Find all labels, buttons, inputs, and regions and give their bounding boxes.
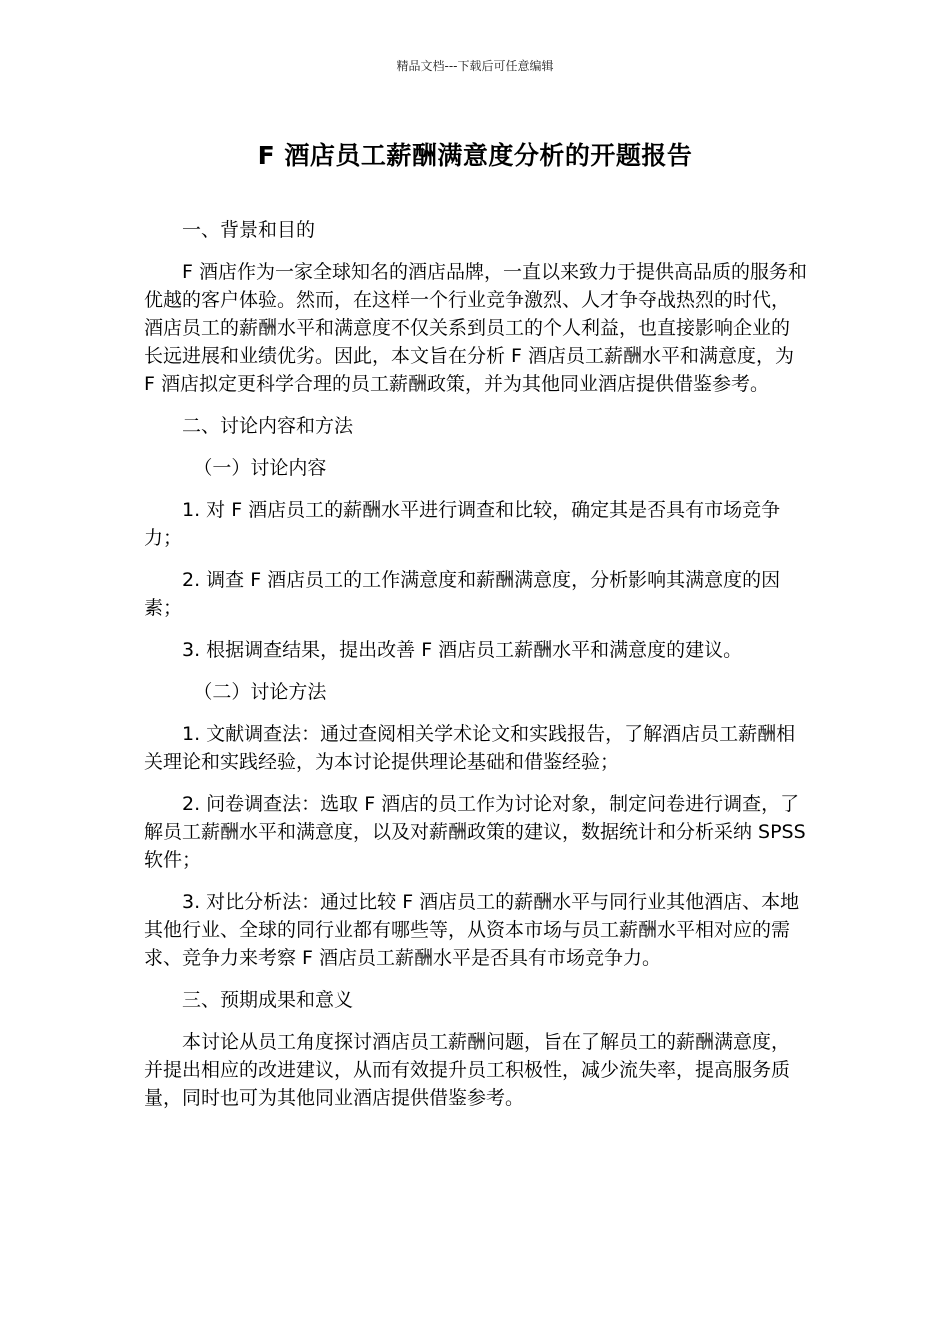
section-2-heading: 二、讨论内容和方法 [182, 415, 354, 437]
section-3-paragraph: 本讨论从员工角度探讨酒店员工薪酬问题，旨在了解员工的薪酬满意度，并提出相应的改进建议，从而有效提升员工积极性，减少流失率，提高服务质量，同时也可为其他同业酒店提供借鉴参考。 [144, 1031, 791, 1109]
section-1-heading: 一、背景和目的 [182, 219, 316, 241]
section-2-subheading-content: （一）讨论内容 [193, 457, 327, 479]
section-2-subheading-method: （二）讨论方法 [193, 681, 327, 703]
section-3-heading: 三、预期成果和意义 [182, 989, 354, 1011]
document-title: F 酒店员工薪酬满意度分析的开题报告 [257, 141, 693, 170]
content-item-1: 1. 对 F 酒店员工的薪酬水平进行调查和比较，确定其是否具有市场竞争力； [144, 499, 781, 549]
section-1-paragraph: F 酒店作为一家全球知名的酒店品牌，一直以来致力于提供高品质的服务和优越的客户体验。然而，在这样一个行业竞争激烈、人才争夺战热烈的时代，酒店员工的薪酬水平和满意度不仅关系到员工的个人利益，也直接影响企业的长远进展和业绩优劣。因此，本文旨在分析 F 酒店员工薪酬水平和满意度，为 F 酒店拟定更科学合理的员工薪酬政策，并为其他同业酒店提供借鉴参考。 [144, 261, 807, 395]
method-item-3: 3. 对比分析法：通过比较 F 酒店员工的薪酬水平与同行业其他酒店、本地其他行业、全球的同行业都有哪些等，从资本市场与员工薪酬水平相对应的需求、竞争力来考察 F 酒店员工薪酬水平是否具有市场竞争力。 [144, 891, 800, 969]
document-body [144, 216, 808, 1126]
method-item-2: 2. 问卷调查法：选取 F 酒店的员工作为讨论对象，制定问卷进行调查，了解员工薪酬水平和满意度，以及对薪酬政策的建议，数据统计和分析采纳 SPSS 软件； [144, 793, 806, 871]
content-item-3: 3. 根据调查结果，提出改善 F 酒店员工薪酬水平和满意度的建议。 [182, 639, 743, 661]
page-header: 精品文档---下载后可任意编辑 [396, 59, 554, 73]
method-item-1: 1. 文献调查法：通过查阅相关学术论文和实践报告，了解酒店员工薪酬相关理论和实践经验，为本讨论提供理论基础和借鉴经验； [144, 723, 796, 773]
content-item-2: 2. 调查 F 酒店员工的工作满意度和薪酬满意度，分析影响其满意度的因素； [144, 569, 781, 619]
